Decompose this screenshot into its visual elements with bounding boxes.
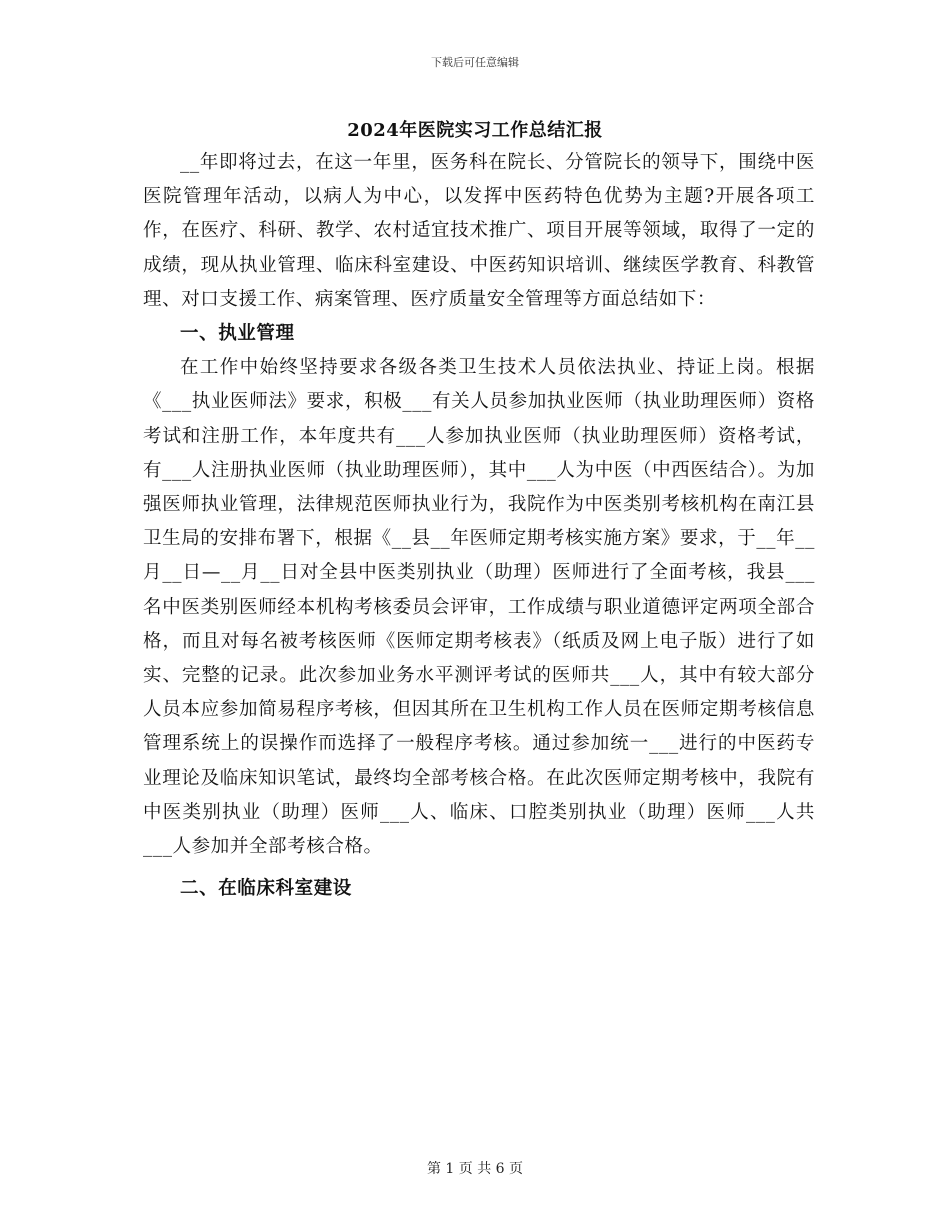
section-heading-practice-management: 一、执业管理 — [180, 323, 295, 345]
intro-paragraph: __年即将过去，在这一年里，医务科在院长、分管院长的领导下，围绕中医医院管理年活动，以病人为中心，以发挥中医药特色优势为主题?开展各项工作，在医疗、科研、教学、农村适宜技术推广、项目开展等领域，取得了一定的成绩，现从执业管理、临床科室建设、中医药知识培训、继续医学教育、科教管理、对口支援工作、病案管理、医疗质量安全管理等方面总结如下： — [143, 152, 815, 310]
page-number-footer: 第 1 页 共 6 页 — [426, 1161, 524, 1177]
section-heading-clinical-department: 二、在临床科室建设 — [180, 878, 352, 900]
section1-paragraph: 在工作中始终坚持要求各级各类卫生技术人员依法执业、持证上岗。根据《___执业医师法》要求，积极___有关人员参加执业医师（执业助理医师）资格考试和注册工作，本年度共有___人参加执业医师（执业助理医师）资格考试，有___人注册执业医师（执业助理医师），其中___人为中医（中西医结合）。为加强医师执业管理，法律规范医师执业行为，我院作为中医类别考核机构在南江县卫生局的安排布署下，根据《__县__年医师定期考核实施方案》要求，于__年__月__日—__月__日对全县中医类别执业（助理）医师进行了全面考核，我县___名中医类别医师经本机构考核委员会评审，工作成绩与职业道德评定两项全部合格，而且对每名被考核医师《医师定期考核表》（纸质及网上电子版）进行了如实、完整的记录。此次参加业务水平测评考试的医师共___人，其中有较大部分人员本应参加简易程序考核，但因其所在卫生机构工作人员在医师定期考核信息管理系统上的误操作而选择了一般程序考核。通过参加统一___进行的中医药专业理论及临床知识笔试，最终均全部考核合格。在此次医师定期考核中，我院有中医类别执业（助理）医师___人、临床、口腔类别执业（助理）医师___人共___人参加并全部考核合格。 — [143, 357, 815, 858]
header-note: 下载后可任意编辑 — [431, 56, 519, 69]
document-body — [143, 146, 815, 906]
document-title: 2024年医院实习工作总结汇报 — [347, 120, 603, 141]
